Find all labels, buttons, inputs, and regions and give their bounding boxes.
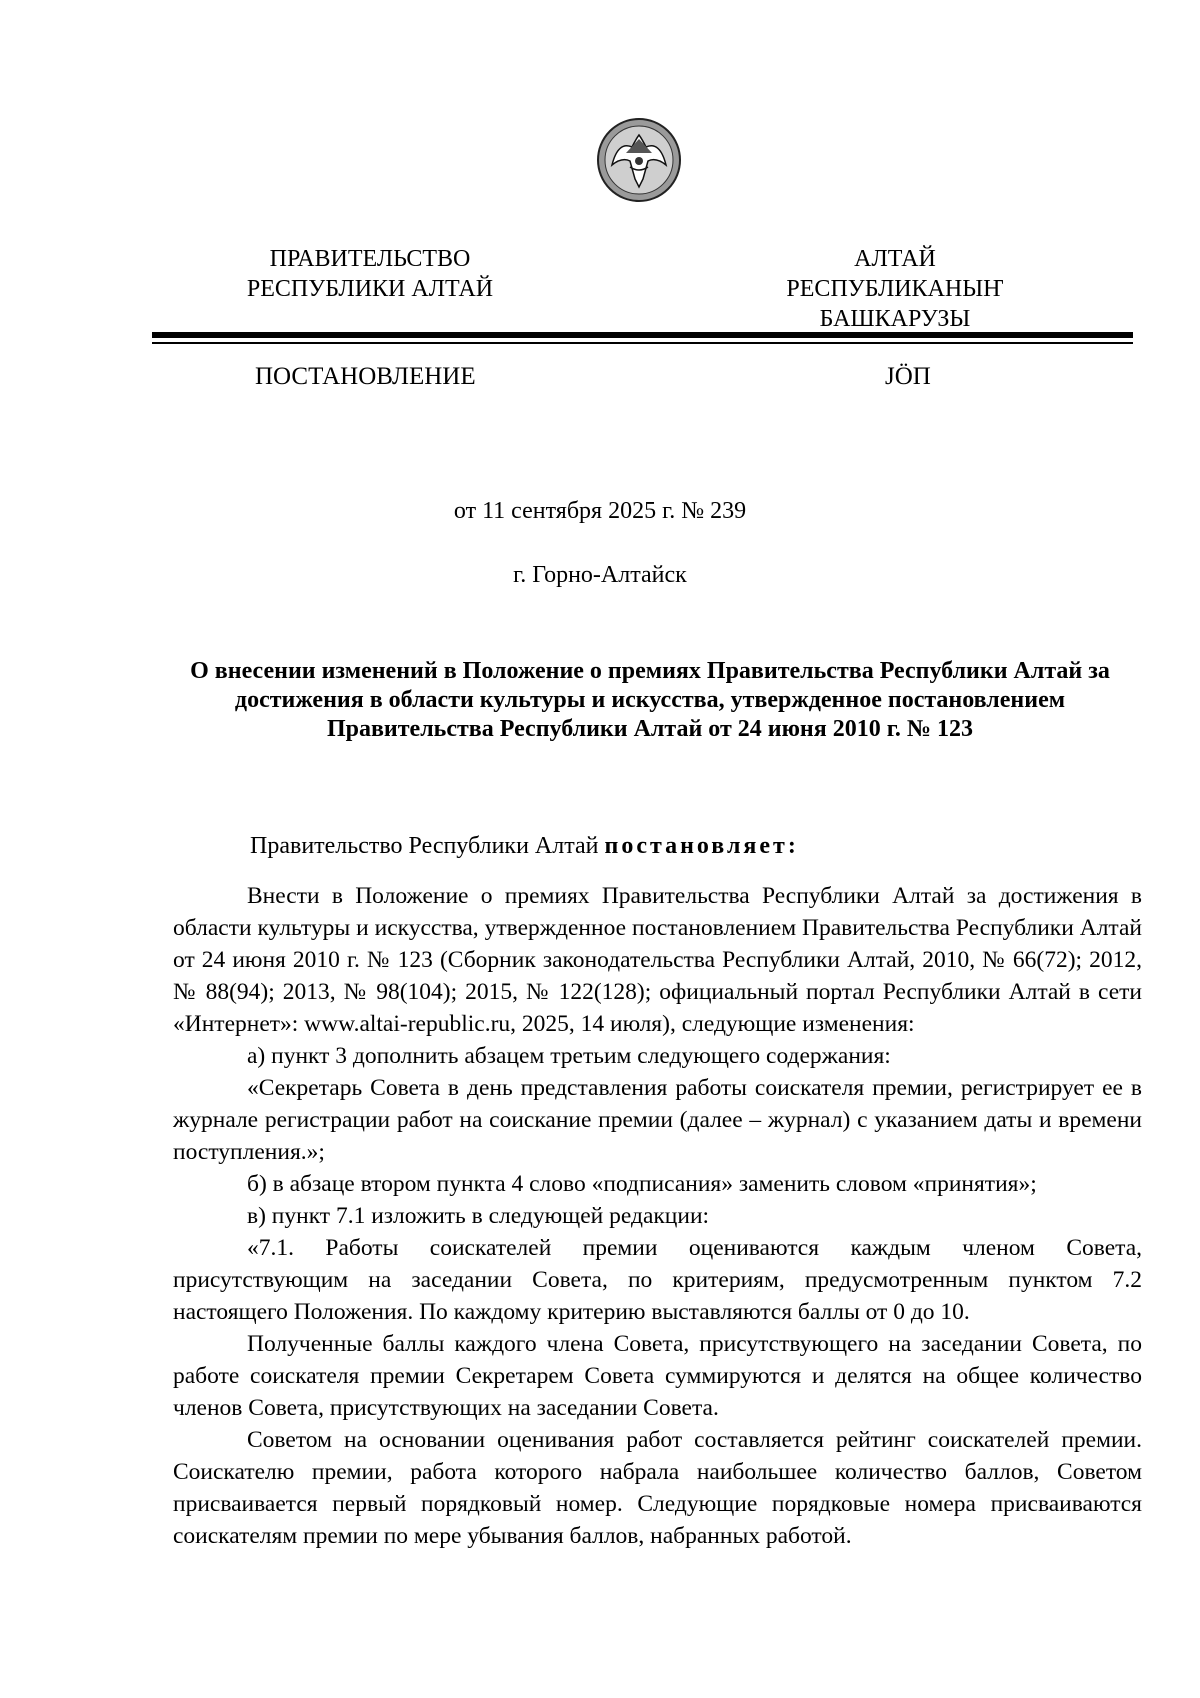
body-paragraph: б) в абзаце втором пункта 4 слово «подписания» заменить словом «принятия»; [247,1171,1037,1197]
org-name-altai [745,244,1045,334]
preamble-text: Правительство Республики Алтай [250,833,605,859]
doc-type-russian: ПОСТАНОВЛЕНИЕ [255,363,476,390]
coat-of-arms-icon [596,117,682,203]
body-paragraph: Внести в Положение о премиях Правительства Республики Алтай за достижения в области культуры и искусства, утвержденное постановлением Правительства Республики Алтай от 24 июня 2010 г. № 123 (Сборник законодательства Республики Алтай, 2010, № 66(72); 2012, № 88(94); 2013, № 98(104); 2015, № 122(128); официальный портал Республики Алтай в сети «Интернет»: www.altai-republic.ru, 2025, 14 июля), следующие изменения: [173,883,1142,1037]
body-paragraph: Советом на основании оценивания работ составляется рейтинг соискателей премии. Соискателю премии, работа которого набрала наибольшее количество баллов, Советом присваивается первый порядковый номер. Следующие порядковые номера присваиваются соискателям премии по мере убывания баллов, набранных работой. [173,1427,1142,1549]
doc-type-altai: JӦП [885,363,931,390]
header-divider-thick [152,332,1133,338]
org-name-line: БАШКАРУЗЫ [819,306,971,332]
org-name-line: АЛТАЙ РЕСПУБЛИКАНЫҤ [786,246,1004,302]
document-city: г. Горно-Алтайск [513,562,687,588]
coat-of-arms-emblem [596,117,682,203]
preamble [250,830,799,862]
document-date-number: от 11 сентября 2025 г. № 239 [453,498,747,524]
org-name-line: РЕСПУБЛИКИ АЛТАЙ [246,276,494,302]
org-name-line: ПРАВИТЕЛЬСТВО [269,246,471,272]
org-name-russian [220,244,520,304]
document-title [160,657,1140,744]
body-paragraph: «Секретарь Совета в день представления работы соискателя премии, регистрирует ее в журнале регистрации работ на соискание премии (далее – журнал) с указанием даты и времени поступления.»; [173,1075,1142,1165]
body-paragraph: «7.1. Работы соискателей премии оцениваются каждым членом Совета, присутствующим на заседании Совета, по критериям, предусмотренным пунктом 7.2 настоящего Положения. По каждому критерию выставляются баллы от 0 до 10. [173,1235,1142,1325]
title-line: О внесении изменений в Положение о премиях Правительства Республики Алтай за [190,658,1110,684]
body-paragraph: в) пункт 7.1 изложить в следующей редакции: [247,1203,710,1229]
preamble-action: постановляет: [604,833,799,859]
title-line: Правительства Республики Алтай от 24 июня 2010 г. № 123 [326,716,974,742]
title-line: достижения в области культуры и искусства, утвержденное постановлением [234,687,1066,713]
body-paragraph: а) пункт 3 дополнить абзацем третьим следующего содержания: [247,1043,891,1069]
document-body [173,880,1142,1552]
header-divider-thin [152,342,1133,344]
body-paragraph: Полученные баллы каждого члена Совета, присутствующего на заседании Совета, по работе соискателя премии Секретарем Совета суммируются и делятся на общее количество членов Совета, присутствующих на заседании Совета. [173,1331,1142,1421]
